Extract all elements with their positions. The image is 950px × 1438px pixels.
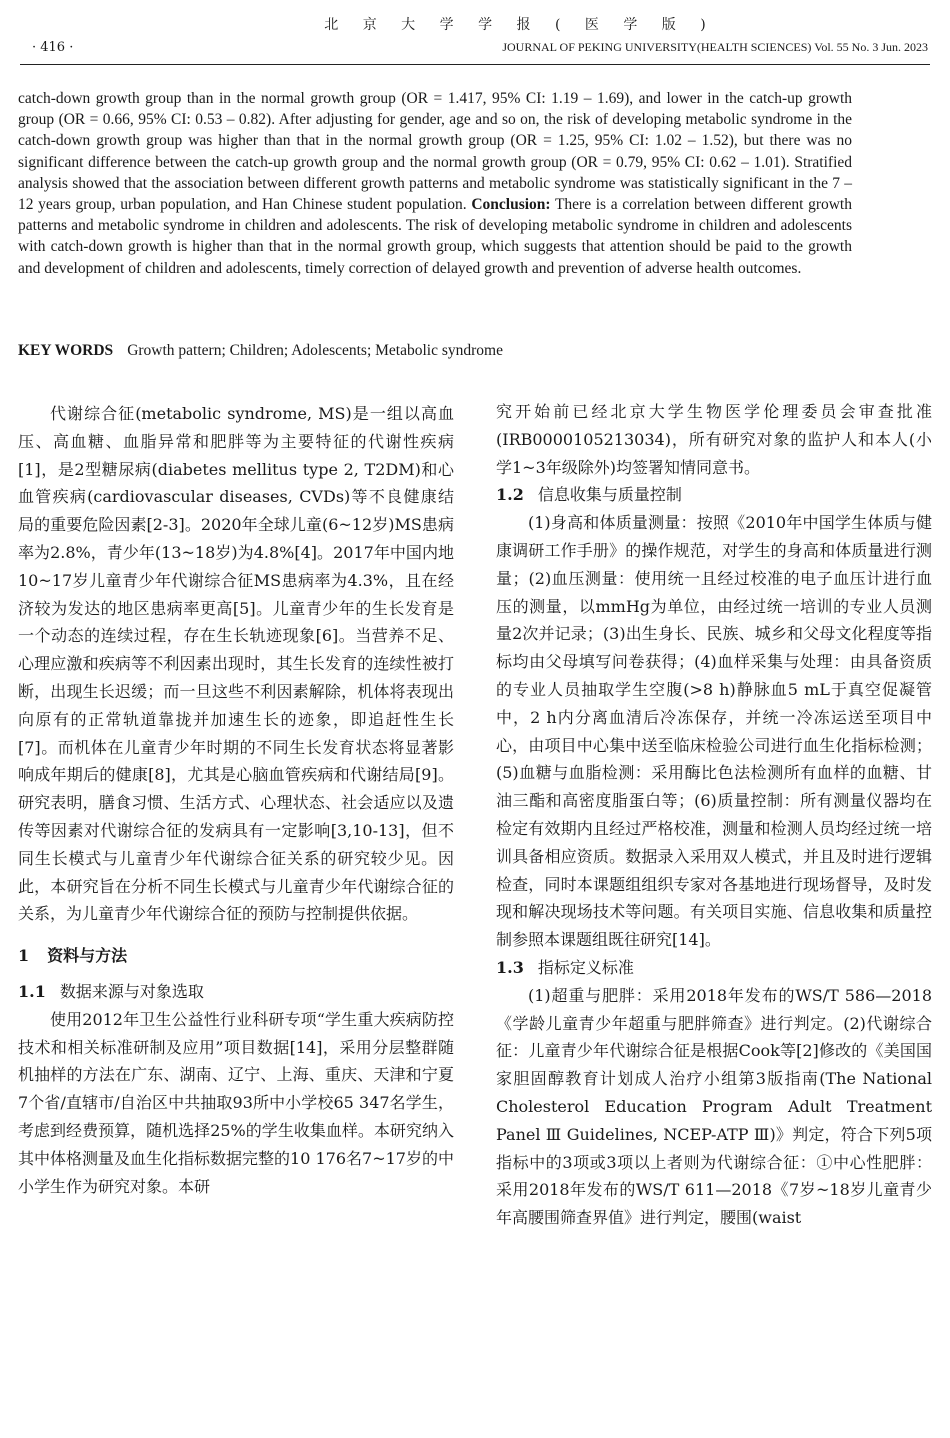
subsection-number: 1.2: [496, 485, 524, 505]
subsection-title: 指标定义标准: [537, 957, 634, 977]
intro-paragraph: 代谢综合征(metabolic syndrome, MS)是一组以高血压、高血糖、血脂异常和肥胖等为主要特征的代谢性疾病[1]，是2型糖尿病(diabetes mellitus type 2, T2DM)和心血管疾病(cardiovascular diseases, CVDs)等不良健康结局的重要危险因素[2-3]。2020年全球儿童(6~12岁)MS患病率为2.8%，青少年(13~18岁)为4.8%[4]。2017年中国内地10~17岁儿童青少年代谢综合征MS患病率为4.3%，且在经济较为发达的地区患病率更高[5]。儿童青少年的生长发育是一个动态的连续过程，存在生长轨迹现象[6]。当营养不足、心理应激和疾病等不利因素出现时，其生长发育的连续性被打断，出现生长迟缓；而一旦这些不利因素解除，机体将表现出向原有的正常轨道靠拢并加速生长的迹象，即追赶性生长[7]。而机体在儿童青少年时期的不同生长发育状态将显著影响成年期后的健康[8]，尤其是心脑血管疾病和代谢结局[9]。研究表明，膳食习惯、生活方式、心理状态、社会适应以及遗传等因素对代谢综合征的发病具有一定影响[3,10-13]，但不同生长模式与儿童青少年代谢综合征关系的研究较少见。因此，本研究旨在分析不同生长模式与儿童青少年代谢综合征的关系，为儿童青少年代谢综合征的预防与控制提供依据。: [18, 404, 454, 924]
abstract-conclusion: There is a correlation between different growth patterns and metabolic syndrome in children and adolescents. The risk of developing metabolic syndrome in children and adolescents with catch-down growth is higher than that in the normal growth group, which suggests that attention should be paid to the growth and development of children and adolescents, timely correction of delayed growth and prevention of adverse health outcomes.: [18, 196, 852, 277]
data-source-paragraph: 使用2012年卫生公益性行业科研专项“学生重大疾病防控技术和相关标准研制及应用”项目数据[14]，采用分层整群随机抽样的方法在广东、湖南、辽宁、上海、重庆、天津和宁夏7个省/直辖市/自治区中共抽取93所中小学校65 347名学生，考虑到经费预算，随机选择25%的学生收集血样。本研究纳入其中体格测量及血生化指标数据完整的10 176名7~17岁的中小学生作为研究对象。本研: [18, 1009, 454, 1196]
subsection-number: 1.3: [496, 957, 524, 977]
subsection-number: 1.1: [18, 981, 46, 1001]
abstract-results: catch-down growth group than in the normal growth group (OR = 1.417, 95% CI: 1.19 – 1.69), and lower in the catch-up growth group (OR = 0.66, 95% CI: 0.53 – 0.82). After adjusting for gender, age and so on, the risk of developing metabolic syndrome in the catch-down growth group was higher than that in the normal growth group (OR = 1.25, 95% CI: 1.02 – 1.52), but there was no significant difference between the catch-up growth group and the normal growth group (OR = 0.79, 95% CI: 0.62 – 1.01). Stratified analysis showed that the association between different growth patterns and metabolic syndrome was statistically significant in the 7 – 12 years group, urban population, and Han Chinese student population.: [18, 90, 852, 214]
info-collection-paragraph: (1)身高和体质量测量：按照《2010年中国学生体质与健康调研工作手册》的操作规范，对学生的身高和体质量进行测量；(2)血压测量：使用统一且经过校准的电子血压计进行血压的测量，以mmHg为单位，由经过统一培训的专业人员测量2次并记录；(3)出生身长、民族、城乡和父母文化程度等指标均由父母填写问卷获得；(4)血样采集与处理：由具备资质的专业人员抽取学生空腹(>8 h)静脉血5 mL于真空促凝管中，2 h内分离血清后冷冻保存，并统一冷冻运送至项目中心，由项目中心集中送至临床检验公司进行血生化指标检测；(5)血糖与血脂检测：采用酶比色法检测所有血样的血糖、甘油三酯和高密度脂蛋白等；(6)质量控制：所有测量仪器均在检定有效期内且经过严格校准，测量和检测人员均经过统一培训具备相应资质。数据录入采用双人模式，并且及时进行逻辑检查，同时本课题组组织专家对各基地进行现场督导，及时发现和解决现场技术等问题。有关项目实施、信息收集和质量控制参照本课题组既往研究[14]。: [496, 513, 932, 950]
ethics-paragraph: 究开始前已经北京大学生物医学伦理委员会审查批准(IRB0000105213034)，所有研究对象的监护人和本人(小学1~3年级除外)均签署知情同意书。: [496, 402, 932, 477]
definition-paragraph: (1)超重与肥胖：采用2018年发布的WS/T 586—2018《学龄儿童青少年超重与肥胖筛查》进行判定。(2)代谢综合征：儿童青少年代谢综合征是根据Cook等[2]修改的《美国国家胆固醇教育计划成人治疗小组第3版指南(The National Cholesterol Education Program Adult Treatment Panel Ⅲ Guidelines, NCEP-ATP Ⅲ)》判定，符合下列5项指标中的3项或3项以上者则为代谢综合征：①中心性肥胖：采用2018年发布的WS/T 611—2018《7岁~18岁儿童青少年高腰围筛查界值》进行判定，腰围(waist: [496, 985, 932, 1228]
journal-title-en: JOURNAL OF PEKING UNIVERSITY(HEALTH SCIENCES) Vol. 55 No. 3 Jun. 2023: [502, 40, 928, 54]
abstract-text: [18, 88, 852, 279]
conclusion-label: Conclusion:: [471, 196, 551, 214]
subsection-heading-1-2: [496, 481, 932, 509]
section-number: 1: [18, 946, 30, 966]
subsection-title: 信息收集与质量控制: [537, 485, 682, 505]
journal-title-cn: 北 京 大 学 学 报 ( 医 学 版 ): [324, 17, 716, 33]
subsection-heading-1-1: [18, 978, 454, 1006]
keywords: [18, 342, 852, 360]
right-column: [496, 398, 932, 1232]
section-title: 资料与方法: [47, 946, 128, 966]
section-heading-1: [18, 942, 454, 970]
keywords-label: KEY WORDS: [18, 342, 114, 359]
subsection-title: 数据来源与对象选取: [59, 981, 204, 1001]
left-column: [18, 400, 454, 1200]
header-rule: [20, 64, 930, 65]
keywords-list: Growth pattern; Children; Adolescents; Metabolic syndrome: [127, 342, 503, 359]
page-number: · 416 ·: [32, 40, 74, 55]
subsection-heading-1-3: [496, 954, 932, 982]
